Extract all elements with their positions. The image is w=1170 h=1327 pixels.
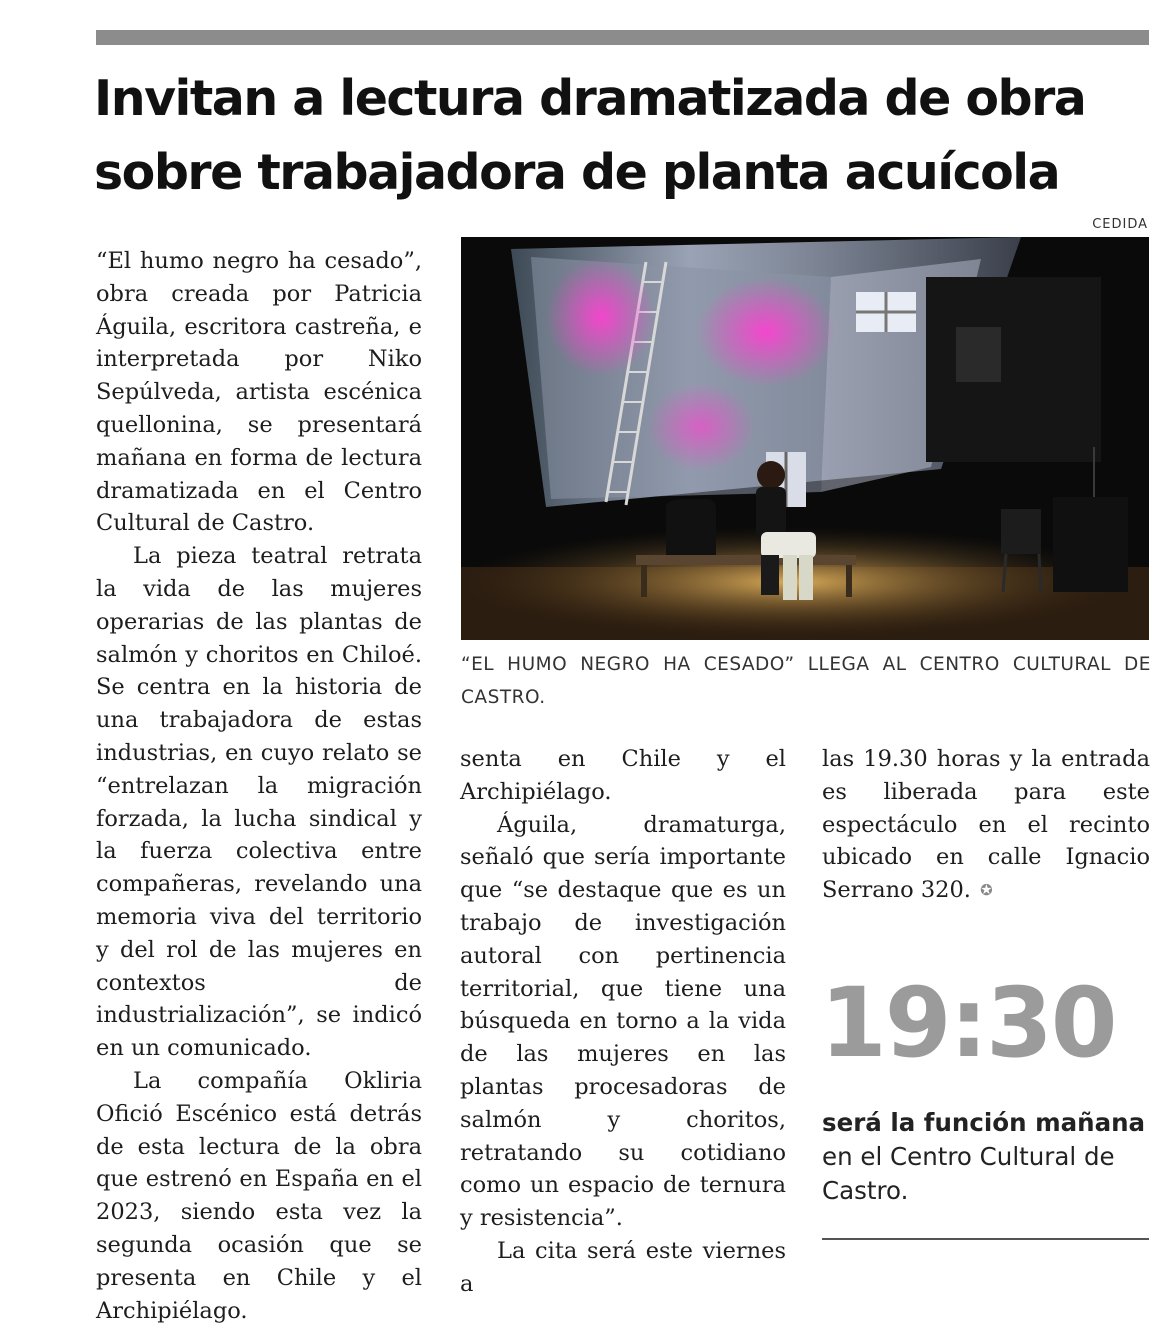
article-paragraph: senta en Chile y el Archipiélago. [460,746,786,805]
article-paragraph: Águila, dramaturga, señaló que sería importante que “se destaque que es un trabajo de investigación autoral con pertinencia territorial, que tiene una búsqueda en torno a la vida de las mujeres en las plantas procesadoras de salmón y choritos, retratando su cotidiano como un espacio de ternura y resistencia”. [460,811,786,1232]
top-rule [96,30,1149,45]
headline-line-2: sobre trabajadora de planta acuícola [94,144,1060,201]
headline-line-1: Invitan a lectura dramatizada de obra [94,70,1086,127]
headline [94,62,1154,210]
article-column-3 [822,743,1150,915]
article-column-2 [460,743,786,1297]
article-paragraph [822,743,1150,907]
article-paragraph: La cita será este viernes a [460,1237,786,1297]
article-paragraph: La compañía Okliria Ofició Escénico está detrás de esta lectura de la obra que estrenó en España en el 2023, siendo esta vez la segunda ocasión que se presenta en Chile y el Archipiélago. [96,1067,422,1324]
stage-illustration [461,237,1149,640]
highlight-time: 19:30 [820,967,1116,1079]
article-paragraph: “El humo negro ha cesado”, obra creada por Patricia Águila, escritora castreña, e interpretada por Niko Sepúlveda, artista escénica quellonina, se presentará mañana en forma de lectura dramatizada en el Centro Cultural de Castro. [96,248,422,537]
article-paragraph: La pieza teatral retrata la vida de las mujeres operarias de las plantas de salmón y choritos en Chiloé. Se centra en la historia de una trabajadora de estas industrias, en cuyo relato se “entrelazan la migración forzada, la lucha sindical y la fuerza colectiva entre compañeras, revelando una memoria viva del territorio y del rol de las mujeres en contextos de industrialización”, se indicó en un comunicado. [96,543,422,1062]
bottom-rule [822,1238,1149,1240]
stage-photo [461,237,1149,640]
highlight-bold-line: será la función mañana [822,1108,1146,1137]
photo-caption: “EL HUMO NEGRO HA CESADO” LLEGA AL CENTRO CULTURAL DE CASTRO. [461,654,1151,708]
highlight-rest: en el Centro Cultural de Castro. [822,1142,1115,1205]
end-mark-icon: ✪ [980,881,993,900]
article-closing-text: las 19.30 horas y la entrada es liberada para este espectáculo en el recinto ubicado en calle Ignacio Serrano 320. [822,746,1150,904]
highlight-text [822,1106,1162,1208]
photo-credit: CEDIDA [1092,217,1148,232]
article-column-1 [96,245,422,1324]
